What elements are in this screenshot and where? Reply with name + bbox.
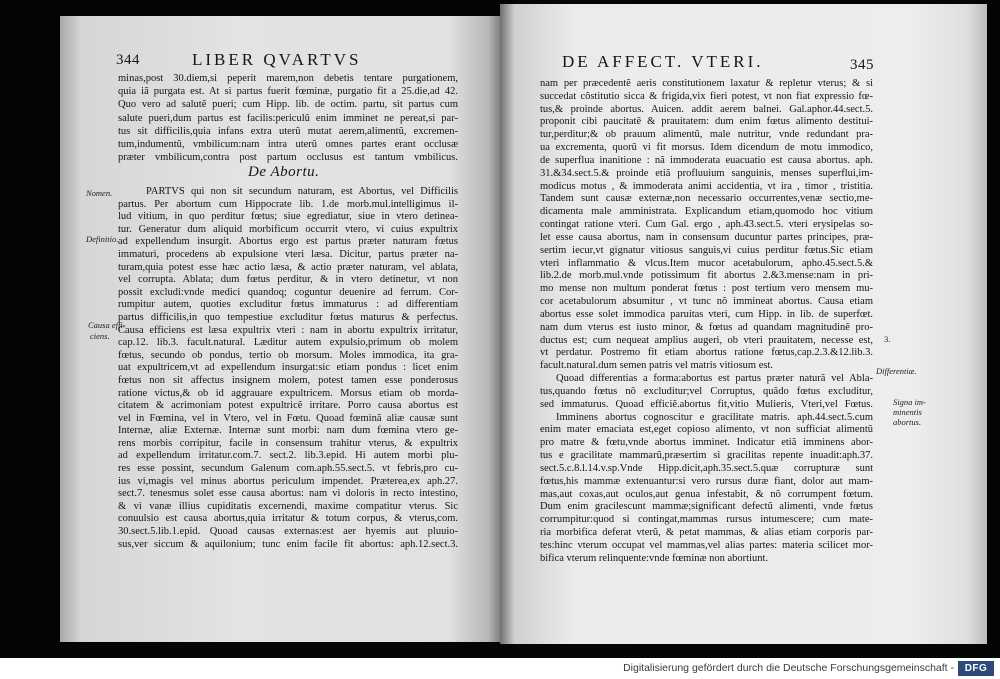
- text-line: pro matre & fœtu,vnde abortus imminet. Indicatur etiã imminens abor-: [540, 437, 873, 449]
- margin-note-nomen: Nomen.: [86, 188, 113, 198]
- text-line: res esse possint, secundum Galenum com.aph.55.sect.5. vt febris,pro cu-: [118, 463, 458, 475]
- dfg-logo: DFG: [958, 661, 994, 676]
- text-line: tus,quando fœtus nõ excluditur;vel Corruptus, quãdo fœtus excluditur,: [540, 385, 873, 397]
- margin-note-signa-end: abortus.: [893, 417, 922, 427]
- text-line: 30.sect.5.lib.1.epid. Quoad causas externas:est aer hyemis aut pluuio-: [118, 526, 458, 538]
- text-line: & vi vanæ illius cupiditatis excernendi, maxime compatitur vterus. Sic: [118, 500, 458, 512]
- text-line: tur. Generatur dum aliquid morbificum occurrit vtero, vi cuius expultrix: [118, 223, 458, 235]
- text-line: contingat ratione vteri. Cum Gal. ergo , aph.43.sect.5. vteri erysipelas so-: [540, 219, 873, 231]
- text-line: vt perdatur. Postremo fit etiam abortus ratione fœtus,cap.2.3.&12.lib.3.: [540, 347, 873, 359]
- text-line: fœtus,his mammæ extenuantur:si vero rursus duræ fiant, dolor aut mam-: [540, 475, 873, 487]
- margin-note-reference: 3.: [884, 334, 891, 344]
- text-line: Dum enim gracilescunt mammæ;significant defectũ alimenti, vnde fœtus: [540, 501, 873, 513]
- text-line: sed immaturus. Quoad efficiẽ.abortus fit,vitio Mulieris, Vteri,vel Fœtus.: [540, 398, 873, 410]
- text-line: 31.&34.sect.5.& proinde etiã profluuium sanguinis, menses superflui,im-: [540, 167, 873, 179]
- text-line: lud vitium, in quo perditur fœtus; siue egrediatur, siue in vtero detinea-: [118, 211, 458, 223]
- text-line: enim mater emaciata est,eget copioso alimento, vt non sufficiat alimentũ: [540, 424, 873, 436]
- text-line: partus difficilis,in quo tempestiue excluditur fœtus maturus & perfectus.: [118, 311, 458, 323]
- text-line: mo mense non multum ponderat fœtus : post tertium vero mensem mu-: [540, 283, 873, 295]
- text-line: Tandem sunt causæ externæ,non necessario occurrentes,venæ sectio,me-: [540, 193, 873, 205]
- text-line: tes:hinc vterum occupat vel mammas,vel alias partes: materia scilicet mor-: [540, 539, 873, 551]
- text-line: de superflua inanitione : nã immoderata euacuatio est causa abortus. aph.: [540, 154, 873, 166]
- text-line: uat expultricem,vt ad expellendum insurgat:sic etiam pondus : licet enim: [118, 362, 458, 374]
- text-line: nam per præcedentẽ aeris constitutionem laxatur & repletur vterus; & si: [540, 78, 873, 89]
- margin-note-signa-cont: minentis: [893, 407, 922, 417]
- text-line: Internæ, aliæ Externæ. Internæ sunt morbi: nam dum fœmina vtero ge-: [118, 425, 458, 437]
- text-line: succedat cõstitutio sicca & frigida,vix fieri potest, vt non fiat expressio fœ-: [540, 90, 873, 102]
- text-line: ua excrementa, quorũ vi fit morsus. Idem dicendum de motu immodico,: [540, 142, 873, 154]
- text-line: facult.natural.dum semen patris vel matris vitiosum est.: [540, 360, 773, 372]
- text-line: ad expellendum irritatur.com.7. sect.2. lib.3.epid. Hi autem morbi plu-: [118, 450, 458, 462]
- text-line: partus. Per abortum cum Hippocrate lib. 1.de morb.mul.intelligimus il-: [118, 198, 458, 210]
- text-line: ad expellendum insurgit. Abortus ergo est partus præter naturam fœtus: [118, 236, 458, 248]
- text-line: abortus esse solet immodica paruitas vteri, cum Hipp. in lib. de superfœt.: [540, 308, 873, 320]
- text-line: lib.2.de morb.mul.vnde potissimum fit abortus 2.&3.mense:nam in pri-: [540, 270, 873, 282]
- right-running-head: DE AFFECT. VTERI.: [562, 52, 764, 71]
- text-line: immaturi, procedens ab expulsione vteri læsa. Dicitur, partus præter na-: [118, 248, 458, 260]
- left-body-text: [118, 186, 458, 551]
- text-line: modicus motus , & immoderata animi accidentia, vt ira , timor , tristitia.: [540, 180, 873, 192]
- text-line: præter vmbilicum,contra post partum occlusus est tantum vmbilicus.: [118, 152, 458, 164]
- text-line: Quo vero ad salutẽ pueri; cum Hipp. lib. de octim. partu, sit partus cum: [118, 99, 458, 111]
- text-line: tum,indumentũ, vmbilicum:nam intra uterũ omnes partes erant occlusæ: [118, 138, 458, 150]
- text-line: sect.5.c.8.l.14.v.sp.Vnde Hipp.dicit,aph.35.sect.5.quæ corrupturæ sunt: [540, 462, 873, 474]
- left-page-number: 344: [116, 52, 140, 68]
- text-line: vteri inflammatio & vlcus.Item mucor acetabulorum, apho.45.sect.5.&: [540, 257, 873, 269]
- margin-note-causa-cont: ciens.: [90, 331, 110, 341]
- text-line: proponit cibi paucitatẽ & prauitatem: dum enim fœtus alimento destitui-: [540, 116, 873, 128]
- text-line: PARTVS qui non sit secundum naturam, est Abortus, vel Difficilis: [146, 186, 458, 197]
- text-line: ius vi,magis vel minus abortus periculum impendet. Præterea,ex aph.27.: [118, 475, 458, 487]
- text-line: minas,post 30.diem,si peperit marem,non debetis tentare purgationem,: [118, 73, 458, 84]
- text-line: tus sit difficilis,quia infans extra uterũ mutat aerem,alimentũ, excremen-: [118, 125, 458, 137]
- margin-note-causa: Causa effi-: [88, 320, 126, 330]
- text-line: rens morbis corripitur, facile in consensum trahitur vterus, & expultrix: [118, 437, 458, 449]
- text-line: bifica vterum relinquente:vnde fœminæ non abortiunt.: [540, 552, 769, 564]
- margin-note-definitio: Definitio.: [86, 234, 119, 244]
- text-line: fœtus, secundo ob pondus, tertio ob morsum. Moles immodica, ita gra-: [118, 349, 458, 361]
- text-line: let esse causa abortus, nam in consensum ducuntur partes principes, præ-: [540, 231, 873, 243]
- text-line: citatem & acrimoniam potest expultricẽ irritare. Porro causa abortus est: [118, 400, 458, 412]
- text-line: turam,quia potest esse hæc actio læsa, & actio præter naturam, vel ablata,: [118, 261, 458, 273]
- text-line: quia iã purgata est. At si partus fuerit fœminæ, purgatio fit a 25.die,ad 42.: [118, 86, 458, 98]
- text-line: cap.12. lib.3. facult.natural. Læditur autem expulsio,primum ob molem: [118, 337, 458, 349]
- text-line: Imminens abortus cognoscitur e gracilitate matris. aph.44.sect.5.cum: [556, 411, 873, 423]
- right-page-number: 345: [850, 57, 874, 73]
- text-line: conuulsio est causa abortus,quia irritatur & totum corpus, & vterus,com.: [118, 513, 458, 525]
- text-line: tus e gracilitate mammarũ,præsertim si gracilitas repente inuadit:aph.37.: [540, 450, 873, 462]
- text-line: mas,aut coxas,aut oculos,aut genua infestabit, & nõ corrumpent fœtum.: [540, 488, 873, 500]
- left-intro-paragraph: [118, 72, 458, 164]
- text-line: fœtus non sit affectus insignem molem, potest tamen esse ponderosus: [118, 374, 458, 386]
- right-body-text: [540, 78, 873, 565]
- text-line: sect.7. tenesmus solet esse causa abortus: nam vi doloris in recto intestino,: [118, 488, 458, 500]
- text-line: vel in Fœmina, vel in Vtero, vel in Fœtu. Quoad fœminã aliæ causæ sunt: [118, 412, 458, 424]
- text-line: Quoad differentias a forma:abortus est partus præter naturã vel Abla-: [556, 373, 873, 385]
- text-line: Causa efficiens est læsa expultrix vteri : nam in abortu expultrix irritatur,: [118, 324, 458, 336]
- text-line: nam dum vterus est iusto minor, & fœtus ad quandam magnitudinẽ pro-: [540, 321, 873, 333]
- margin-note-signa: Signa im-: [893, 397, 926, 407]
- text-line: sertim iecur,vt gignatur vitiosus sanguis,vi cuius perditur fœtus.Sic etiam: [540, 244, 873, 256]
- text-line: dicamenta male amministrata. Explicandum etiam,quomodo hoc vitium: [540, 206, 873, 218]
- left-running-head: LIBER QVARTVS: [192, 50, 362, 69]
- text-line: cor acetabulorum absumitur , vt tunc nõ immineat abortus. Causa etiam: [540, 296, 873, 308]
- text-line: tur,perditur;& ob prauum alimentũ, male nutritur, vnde redundant pra-: [540, 129, 873, 141]
- text-line: tus,& proinde abortus. Auicen. addit aerem balnei. Gal.aphor.44.sect.5.: [540, 103, 873, 115]
- margin-note-differentiae: Differentiæ.: [876, 366, 917, 376]
- text-line: rumpitur autem, quoties excluditur fœtus immaturus : ad differentiam: [118, 299, 458, 311]
- text-line: vel corrupta. Ablata; dum fœtus perditur, & in vtero detinetur, vt non: [118, 274, 458, 286]
- text-line: possit excludi:vnde medici quandoq; coguntur deuenire ad ferrum. Cor-: [118, 286, 458, 298]
- text-line: ria morbifica deferat vterũ, & petat mammas, & alias etiam corporis par-: [540, 526, 873, 538]
- section-title: De Abortu.: [248, 164, 320, 180]
- text-line: sus,ver siccum & aquilonium; tunc enim facile fit abortus: aph.12.sect.3.: [118, 538, 458, 550]
- text-line: salute pueri,dum partus est facilis:periculũ enim imminet ne pereat,si par-: [118, 112, 458, 124]
- text-line: ratione victus,& ob id aggrauare expultricem. Morsus etiam ob morda-: [118, 387, 458, 399]
- text-line: ductus est; cum nequeat amplius augeri, ob vteri prauitatem, necesse est,: [540, 334, 873, 346]
- text-line: corrumpitur:quod si contingat,mammas rursus intumescere; cum mate-: [540, 514, 873, 526]
- footer-credit: Digitalisierung gefördert durch die Deutsche Forschungsgemeinschaft -: [623, 662, 954, 674]
